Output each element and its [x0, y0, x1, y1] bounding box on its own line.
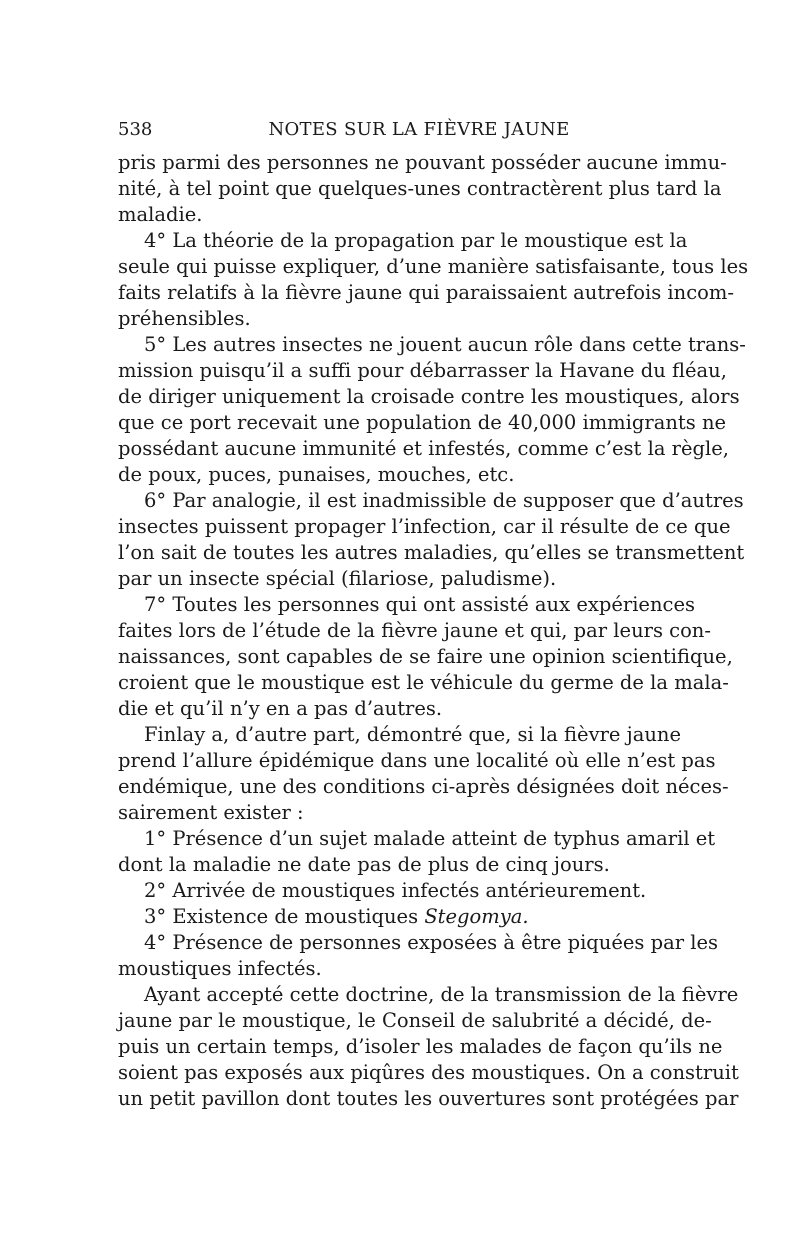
- text-line: 4° Présence de personnes exposées à être piquées par les: [144, 931, 719, 954]
- text-span: 3° Existence de moustiques: [144, 905, 425, 928]
- text-line: un petit pavillon dont toutes les ouvertures sont protégées par: [118, 1087, 739, 1110]
- running-title: NOTES SUR LA FIÈVRE JAUNE: [268, 119, 570, 140]
- text-line: Ayant accepté cette doctrine, de la transmission de la fièvre: [144, 983, 739, 1006]
- text-line: 7° Toutes les personnes qui ont assisté aux expériences: [144, 593, 695, 616]
- text-line: naissances, sont capables de se faire une opinion scientifique,: [118, 645, 733, 668]
- text-line: 6° Par analogie, il est inadmissible de supposer que d’autres: [144, 489, 744, 512]
- text-line: sairement exister :: [118, 801, 304, 824]
- text-line: pris parmi des personnes ne pouvant posséder aucune immu-: [118, 151, 727, 174]
- text-line: seule qui puisse expliquer, d’une manière satisfaisante, tous les: [118, 255, 749, 278]
- text-line: 5° Les autres insectes ne jouent aucun rôle dans cette trans-: [144, 333, 746, 356]
- text-line: que ce port recevait une population de 40,000 immigrants ne: [118, 411, 727, 434]
- text-line: jaune par le moustique, le Conseil de salubrité a décidé, de-: [118, 1009, 712, 1032]
- text-line: insectes puissent propager l’infection, car il résulte de ce que: [118, 515, 731, 538]
- text-line: 1° Présence d’un sujet malade atteint de typhus amaril et: [144, 827, 716, 850]
- text-line: [118, 904, 680, 930]
- text-line: die et qu’il n’y en a pas d’autres.: [118, 697, 443, 720]
- text-line: endémique, une des conditions ci-après désignées doit néces-: [118, 775, 729, 798]
- text-line: par un insecte spécial (filariose, paludisme).: [118, 567, 557, 590]
- text-line: faits relatifs à la fièvre jaune qui paraissaient autrefois incom-: [118, 281, 734, 304]
- text-line: possédant aucune immunité et infestés, comme c’est la règle,: [118, 437, 729, 460]
- text-line: 2° Arrivée de moustiques infectés antérieurement.: [144, 879, 647, 902]
- running-header: [118, 118, 680, 142]
- italic-term: Stegomya.: [424, 905, 529, 928]
- text-line: Finlay a, d’autre part, démontré que, si la fièvre jaune: [144, 723, 681, 746]
- text-line: maladie.: [118, 203, 203, 226]
- text-line: nité, à tel point que quelques-unes contractèrent plus tard la: [118, 177, 722, 200]
- text-line: de diriger uniquement la croisade contre les moustiques, alors: [118, 385, 740, 408]
- text-line: faites lors de l’étude de la fièvre jaune et qui, par leurs con-: [118, 619, 711, 642]
- text-line: moustiques infectés.: [118, 957, 322, 980]
- text-line: prend l’allure épidémique dans une localité où elle n’est pas: [118, 749, 716, 772]
- text-line: préhensibles.: [118, 307, 251, 330]
- body-text: [118, 150, 749, 1112]
- text-line: mission puisqu’il a suffi pour débarrasser la Havane du fléau,: [118, 359, 727, 382]
- text-line: croient que le moustique est le véhicule du germe de la mala-: [118, 671, 729, 694]
- text-line: dont la maladie ne date pas de plus de cinq jours.: [118, 853, 610, 876]
- text-line: soient pas exposés aux piqûres des moustiques. On a construit: [118, 1061, 739, 1084]
- text-line: l’on sait de toutes les autres maladies, qu’elles se transmettent: [118, 541, 745, 564]
- page-number: 538: [118, 119, 153, 140]
- text-line: de poux, puces, punaises, mouches, etc.: [118, 463, 515, 486]
- text-line: puis un certain temps, d’isoler les malades de façon qu’ils ne: [118, 1035, 723, 1058]
- text-line: 4° La théorie de la propagation par le moustique est la: [144, 229, 688, 252]
